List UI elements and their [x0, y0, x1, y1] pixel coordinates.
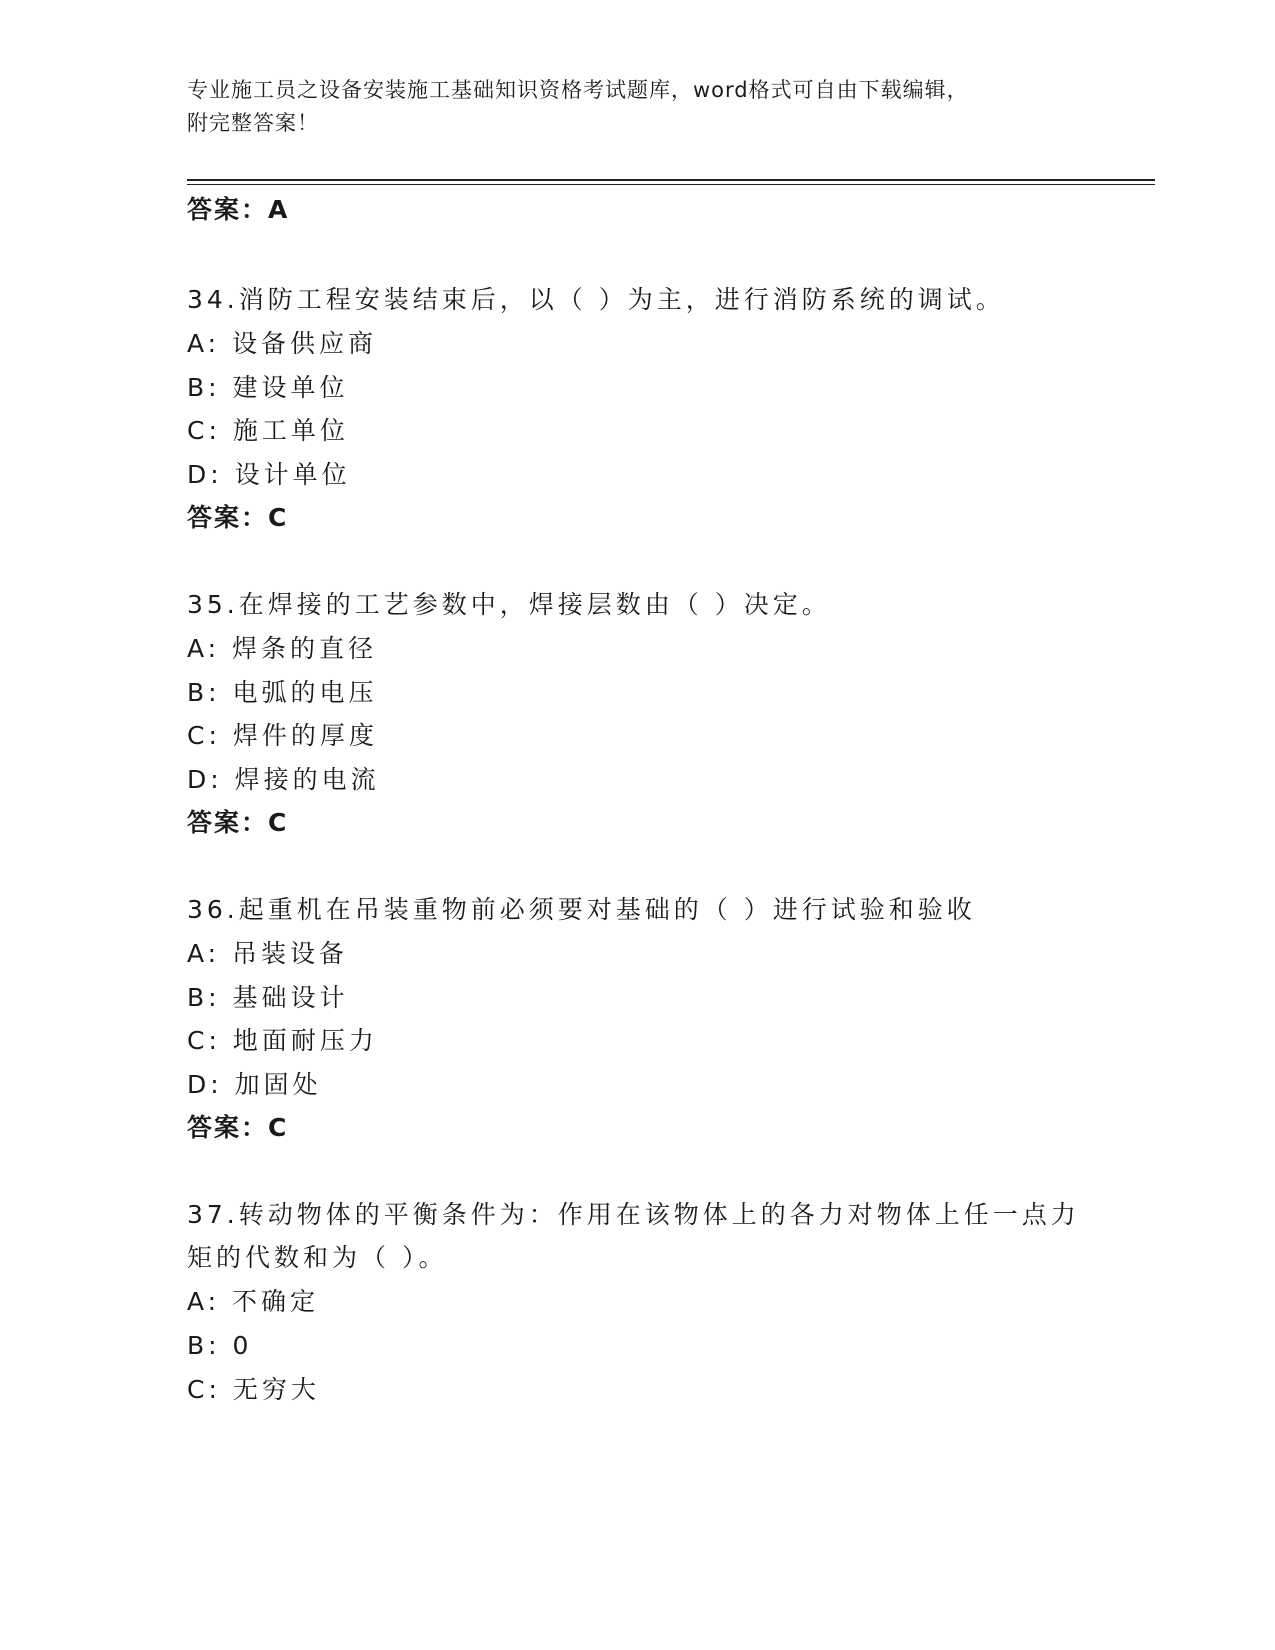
option-a: A: 不确定 [187, 1287, 320, 1316]
question-stem: 36.起重机在吊装重物前必须要对基础的（ ）进行试验和验收 [187, 895, 976, 924]
option-c: C: 无穷大 [187, 1375, 320, 1404]
header-line-2: 附完整答案！ [187, 111, 319, 135]
option-a: A: 焊条的直径 [187, 634, 378, 663]
question-stem: 35.在焊接的工艺参数中，焊接层数由（ ）决定。 [187, 590, 831, 619]
header-divider-thick [187, 179, 1155, 181]
option-c: C: 地面耐压力 [187, 1026, 378, 1055]
option-c: C: 施工单位 [187, 416, 349, 445]
option-a: A: 吊装设备 [187, 939, 349, 968]
option-b: B: 电弧的电压 [187, 678, 378, 707]
document-header [187, 74, 1067, 140]
option-b: B: 基础设计 [187, 983, 349, 1012]
answer-line: 答案：C [187, 503, 289, 532]
option-d: D: 焊接的电流 [187, 765, 380, 794]
question-stem: 34.消防工程安装结束后，以（ ）为主，进行消防系统的调试。 [187, 285, 1005, 314]
question-stem-line-1: 37.转动物体的平衡条件为：作用在该物体上的各力对物体上任一点力 [187, 1200, 1080, 1229]
option-a: A: 设备供应商 [187, 329, 378, 358]
option-b: B: 建设单位 [187, 373, 349, 402]
option-b: B: 0 [187, 1331, 253, 1360]
answer-line: 答案：C [187, 1113, 289, 1142]
answer-line: 答案：A [187, 195, 290, 224]
option-c: C: 焊件的厚度 [187, 721, 378, 750]
question-stem-line-2: 矩的代数和为（ ）。 [187, 1243, 448, 1272]
header-divider-thin [187, 184, 1155, 185]
answer-line: 答案：C [187, 808, 289, 837]
header-line-1: 专业施工员之设备安装施工基础知识资格考试题库，word格式可自由下载编辑， [187, 78, 969, 102]
option-d: D: 加固处 [187, 1070, 322, 1099]
option-d: D: 设计单位 [187, 460, 351, 489]
